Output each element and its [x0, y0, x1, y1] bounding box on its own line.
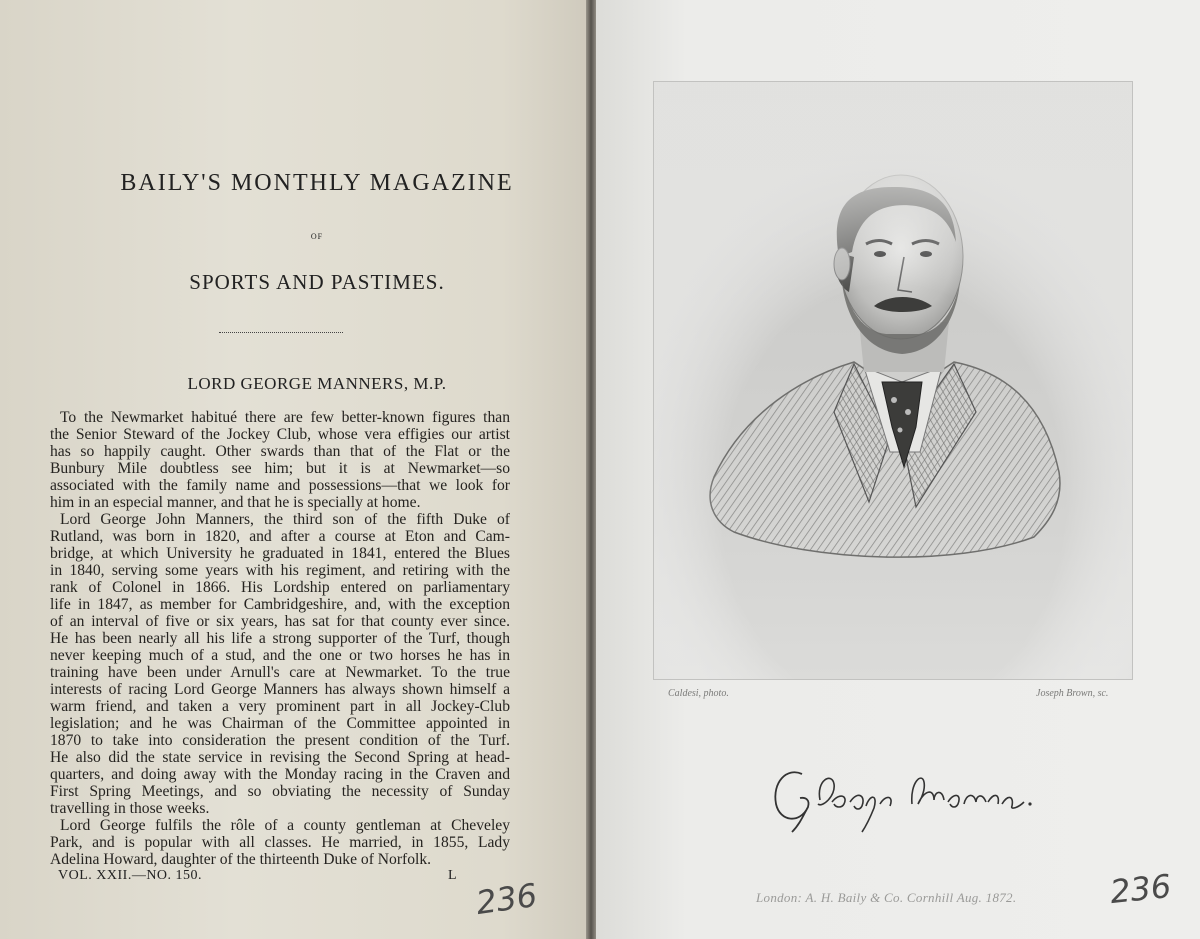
text-line: Lord George fulfils the rôle of a county gentleman at Cheveley — [60, 817, 510, 834]
volume-folio: VOL. XXII.—NO. 150. — [58, 868, 203, 883]
pencil-number-left: 236 — [473, 875, 540, 923]
text-line: Rutland, was born in 1820, and after a course at Eton and Cam- — [50, 528, 510, 545]
text-line: Bunbury Mile doubtless see him; but it is at Newmarket—so — [50, 460, 510, 477]
text-line: To the Newmarket habitué there are few better-known figures than — [60, 409, 510, 426]
text-line: bridge, at which University he graduated in 1841, entered the Blues — [50, 545, 510, 562]
text-line: rank of Colonel in 1866. His Lordship entered on parliamentary — [50, 579, 510, 596]
text-line: He also did the state service in revising the Second Spring at head- — [50, 749, 510, 766]
magazine-title: BAILY'S MONTHLY MAGAZINE — [120, 170, 514, 196]
masthead-of: OF — [310, 232, 324, 241]
text-line: never keeping much of a stud, and the one or two horses he has in — [50, 647, 510, 664]
signature-drawing — [762, 752, 1042, 842]
text-line: the Senior Steward of the Jockey Club, whose vera effigies our artist — [50, 426, 510, 443]
text-line: training have been under Arnull's care at Newmarket. To the true — [50, 664, 510, 681]
dotted-rule — [219, 332, 343, 333]
article-title: LORD GEORGE MANNERS, M.P. — [187, 374, 447, 393]
text-line: life in 1847, as member for Cambridgeshire, and, with the exception — [50, 596, 510, 613]
text-line: legislation; and he was Chairman of the Committee appointed in — [50, 715, 510, 732]
article-body — [50, 409, 510, 868]
text-line: Park, and is popular with all classes. He married, in 1855, Lady — [50, 834, 510, 851]
text-line: Adelina Howard, daughter of the thirteenth Duke of Norfolk. — [50, 851, 432, 868]
text-line: quarters, and doing away with the Monday racing in the Craven and — [50, 766, 510, 783]
autograph-signature — [762, 752, 1042, 847]
portrait-illustration — [654, 82, 1132, 679]
text-line: 1870 to take into consideration the present condition of the Turf. — [50, 732, 510, 749]
text-line: interests of racing Lord George Manners has always shown himself a — [50, 681, 510, 698]
magazine-subtitle: SPORTS AND PASTIMES. — [189, 270, 445, 294]
book-gutter — [586, 0, 596, 939]
text-line: First Spring Meetings, and so obviating the necessity of Sunday — [50, 783, 510, 800]
text-line: travelling in those weeks. — [50, 800, 210, 817]
text-line: him in an especial manner, and that he is specially at home. — [50, 494, 421, 511]
publisher-imprint: London: A. H. Baily & Co. Cornhill Aug. 1872. — [756, 890, 1017, 905]
text-line: associated with the family name and possessions—that we look for — [50, 477, 510, 494]
photographer-credit: Caldesi, photo. — [668, 688, 729, 699]
text-line: in 1840, serving some years with his regiment, and retiring with the — [50, 562, 510, 579]
text-line: Lord George John Manners, the third son of the fifth Duke of — [60, 511, 510, 528]
autograph-text — [762, 752, 763, 753]
text-line: He has been nearly all his life a strong supporter of the Turf, though — [50, 630, 510, 647]
text-line: warm friend, and taken a very prominent part in all Jockey-Club — [50, 698, 510, 715]
portrait-engraving — [654, 82, 1132, 679]
pencil-number-right: 236 — [1108, 866, 1173, 912]
text-line: of an interval of five or six years, has sat for that county ever since. — [50, 613, 510, 630]
engraver-credit: Joseph Brown, sc. — [1036, 688, 1109, 699]
text-line: has so happily caught. Other swards than that of the Flat or the — [50, 443, 510, 460]
signature-mark: L — [448, 868, 457, 883]
left-page — [0, 0, 590, 939]
